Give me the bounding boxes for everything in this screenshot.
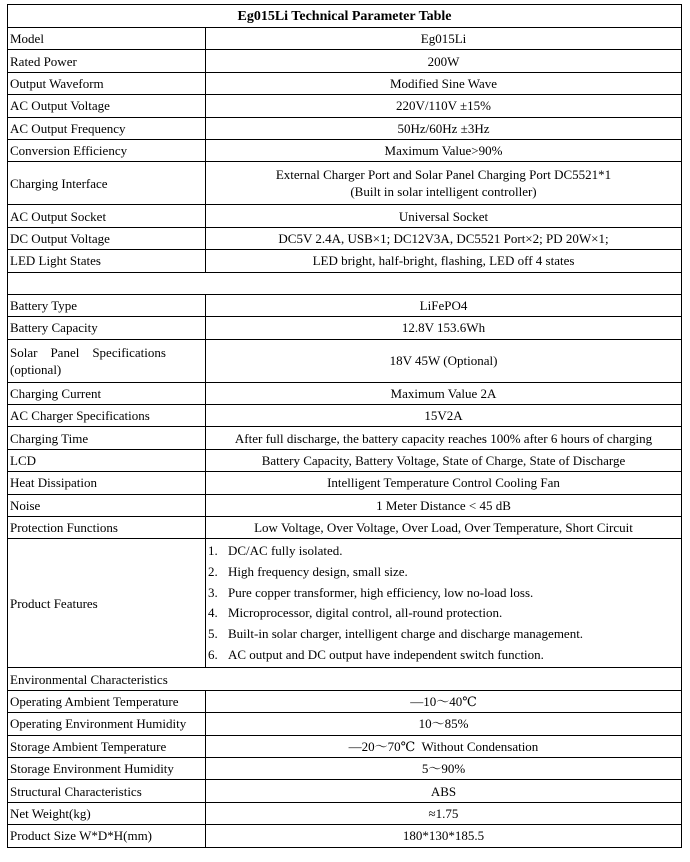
row-label: Structural Characteristics (8, 780, 206, 802)
charging-interface-line1: External Charger Port and Solar Panel Charging Port DC5521*1 (275, 167, 612, 183)
row-label: Model (8, 28, 206, 50)
feature-number: 1. (208, 543, 218, 559)
row-value: Low Voltage, Over Voltage, Over Load, Over Temperature, Short Circuit (206, 517, 682, 539)
row-label: AC Output Frequency (8, 117, 206, 139)
row-value: 50Hz/60Hz ±3Hz (206, 117, 682, 139)
row-value: DC5V 2.4A, USB×1; DC12V3A, DC5521 Port×2; PD 20W×1; (206, 227, 682, 249)
row-value: Intelligent Temperature Control Cooling Fan (206, 472, 682, 494)
row-value: Universal Socket (206, 205, 682, 227)
row-value: 10～85% (206, 713, 682, 735)
blank-separator-row (8, 272, 682, 294)
row-value: After full discharge, the battery capacity reaches 100% after 6 hours of charging (206, 427, 682, 449)
row-value: Battery Capacity, Battery Voltage, State of Charge, State of Discharge (206, 449, 682, 471)
feature-item (208, 624, 679, 645)
charging-interface-line2: (Built in solar intelligent controller) (350, 184, 537, 200)
row-label: Battery Capacity (8, 317, 206, 339)
row-label: Product Size W*D*H(mm) (8, 825, 206, 847)
row-label: Storage Environment Humidity (8, 757, 206, 779)
row-value: ≈1.75 (206, 802, 682, 824)
row-label: Battery Type (8, 294, 206, 316)
features-label: Product Features (8, 539, 206, 668)
row-value: 220V/110V ±15% (206, 95, 682, 117)
feature-text: Pure copper transformer, high efficiency, low no-load loss. (228, 584, 534, 600)
feature-number: 6. (208, 647, 218, 663)
row-value: Maximum Value 2A (206, 382, 682, 404)
row-value: 180*130*185.5 (206, 825, 682, 847)
feature-item (208, 645, 679, 666)
feature-item (208, 562, 679, 583)
environmental-header: Environmental Characteristics (8, 668, 682, 690)
feature-number: 3. (208, 584, 218, 600)
features-list-cell (206, 539, 682, 668)
row-label: AC Output Voltage (8, 95, 206, 117)
solar-spec-value: 18V 45W (Optional) (206, 339, 682, 382)
parameter-table (7, 4, 682, 848)
row-value: Maximum Value>90% (206, 139, 682, 161)
row-label: Operating Environment Humidity (8, 713, 206, 735)
row-label: Charging Current (8, 382, 206, 404)
row-label: Net Weight(kg) (8, 802, 206, 824)
row-value: LED bright, half-bright, flashing, LED off 4 states (206, 250, 682, 272)
row-label: Charging Time (8, 427, 206, 449)
row-value: —20～70℃ Without Condensation (206, 735, 682, 757)
row-value: ABS (206, 780, 682, 802)
solar-spec-label-line2: (optional) (10, 361, 62, 377)
row-label: LCD (8, 449, 206, 471)
feature-text: DC/AC fully isolated. (228, 543, 343, 559)
row-value: LiFePO4 (206, 294, 682, 316)
row-label: AC Output Socket (8, 205, 206, 227)
row-label: Conversion Efficiency (8, 139, 206, 161)
feature-item (208, 583, 679, 604)
charging-interface-label: Charging Interface (8, 162, 206, 205)
solar-spec-label (8, 339, 206, 382)
feature-item (208, 603, 679, 624)
feature-number: 2. (208, 563, 218, 579)
row-label: Heat Dissipation (8, 472, 206, 494)
feature-number: 5. (208, 626, 218, 642)
row-label: LED Light States (8, 250, 206, 272)
parameter-sheet (7, 4, 681, 848)
row-value: Modified Sine Wave (206, 72, 682, 94)
features-list (208, 541, 679, 666)
row-label: Rated Power (8, 50, 206, 72)
row-label: DC Output Voltage (8, 227, 206, 249)
row-label: Storage Ambient Temperature (8, 735, 206, 757)
row-label: Noise (8, 494, 206, 516)
row-value: —10～40℃ (206, 690, 682, 712)
charging-interface-value (206, 162, 682, 205)
feature-text: Microprocessor, digital control, all-round protection. (228, 605, 503, 621)
row-value: 200W (206, 50, 682, 72)
row-label: Protection Functions (8, 517, 206, 539)
solar-spec-label-line1: Solar Panel Specifications (10, 344, 166, 360)
feature-text: Built-in solar charger, intelligent charge and discharge management. (228, 626, 584, 642)
row-value: 15V2A (206, 405, 682, 427)
row-value: Eg015Li (206, 28, 682, 50)
row-label: Output Waveform (8, 72, 206, 94)
feature-number: 4. (208, 605, 218, 621)
row-label: Operating Ambient Temperature (8, 690, 206, 712)
table-title: Eg015Li Technical Parameter Table (8, 5, 682, 28)
row-value: 1 Meter Distance < 45 dB (206, 494, 682, 516)
row-label: AC Charger Specifications (8, 405, 206, 427)
row-value: 5～90% (206, 757, 682, 779)
row-value: 12.8V 153.6Wh (206, 317, 682, 339)
feature-text: AC output and DC output have independent switch function. (228, 647, 544, 663)
feature-text: High frequency design, small size. (228, 563, 408, 579)
feature-item (208, 541, 679, 562)
